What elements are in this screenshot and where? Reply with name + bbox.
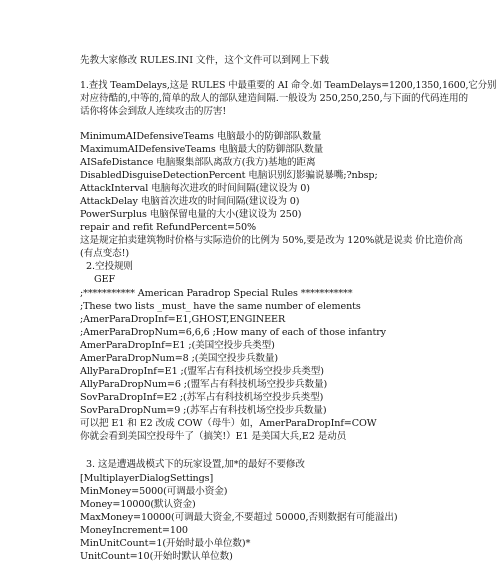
code-line: GEF <box>94 274 116 285</box>
setting-line: repair and refit RefundPercent=50% <box>80 222 256 233</box>
code-line: AmerParaDropInf=E1 ;(美国空投步兵类型) <box>80 340 275 351</box>
intro-line: 先教大家修改 RULES.INI 文件，这个文件可以到网上下载 <box>80 55 329 66</box>
code-line: AllyParaDropNum=6 ;(盟军占有科技机场空投步兵数量) <box>80 379 328 390</box>
section-heading: 3. 这是遭遇战模式下的玩家设置,加*的最好不要修改 <box>86 459 305 470</box>
body-text-line: 可以把 E1 和 E2 改成 COW（母牛）如，AmerParaDropInf=COW <box>80 418 377 429</box>
code-line: ;*********** American Paradrop Special Rules *********** <box>80 288 353 299</box>
code-line: ;AmerParaDropInf=E1,GHOST,ENGINEER <box>80 314 286 325</box>
setting-line: AttackDelay 电脑首次进攻的时间间隔(建议设为 0) <box>80 196 300 207</box>
code-line: Money=10000(默认资金) <box>80 499 196 510</box>
code-line: ;These two lists _must_ have the same number of elements <box>80 301 361 312</box>
code-line: AllyParaDropInf=E1 ;(盟军占有科技机场空投步兵类型) <box>80 366 324 377</box>
setting-line: MaximumAIDefensiveTeams 电脑最大的防御部队数量 <box>80 144 324 155</box>
code-line: MinMoney=5000(可调最小资金) <box>80 486 228 497</box>
step1-line-3: 话你将体会到敌人连续攻击的厉害! <box>80 106 227 117</box>
code-line: SovParaDropInf=E2 ;(苏军占有科技机场空投步兵类型) <box>80 392 324 403</box>
setting-line: DisabledDisguiseDetectionPercent 电脑识别幻影骗说暴嘴;?nbsp; <box>80 170 378 181</box>
setting-line: AISafeDistance 电脑聚集部队离敌方(我方)基地的距离 <box>80 157 316 168</box>
code-line: [MultiplayerDialogSettings] <box>80 473 214 484</box>
body-text-line: 你就会看到美国空投母牛了（搞笑!）E1 是美国大兵,E2 是动员 <box>80 431 347 442</box>
code-line: UnitCount=10(开始时默认单位数) <box>80 551 233 562</box>
setting-line: AttackInterval 电脑每次进攻的时间间隔(建议设为 0) <box>80 183 310 194</box>
section-heading: 2.空投规则 <box>86 261 133 272</box>
code-line: MaxMoney=10000(可调最大资金,不要超过 50000,否则数据有可能溢出) <box>80 512 398 523</box>
body-text-line: (有点变态!) <box>80 248 130 259</box>
step1-line-1: 1.查找 TeamDelays,这是 RULES 中最重要的 AI 命令.如 TeamDelays=1200,1350,1600,它分别 <box>80 80 497 91</box>
step1-line-2: 对应待酷的,中等的,简单的敌人的部队建造间隔.一般设为 250,250,250,与下面的代码连用的 <box>80 93 468 104</box>
setting-line: PowerSurplus 电脑保留电量的大小(建议设为 250) <box>80 209 302 220</box>
code-line: MinUnitCount=1(开始时最小单位数)* <box>80 538 251 549</box>
code-line: ;AmerParaDropNum=6,6,6 ;How many of each of those infantry <box>80 327 387 338</box>
setting-line: MinimumAIDefensiveTeams 电脑最小的防御部队数量 <box>80 131 322 142</box>
code-line: SovParaDropNum=9 ;(苏军占有科技机场空投步兵数量) <box>80 405 327 416</box>
body-text-line: 这是规定拍卖建筑物时价格与实际造价的比例为 50%,要是改为 120%就是说卖 价比造价高 <box>80 235 463 246</box>
code-line: MoneyIncrement=100 <box>80 525 188 536</box>
code-line: AmerParaDropNum=8 ;(美国空投步兵数量) <box>80 353 278 364</box>
